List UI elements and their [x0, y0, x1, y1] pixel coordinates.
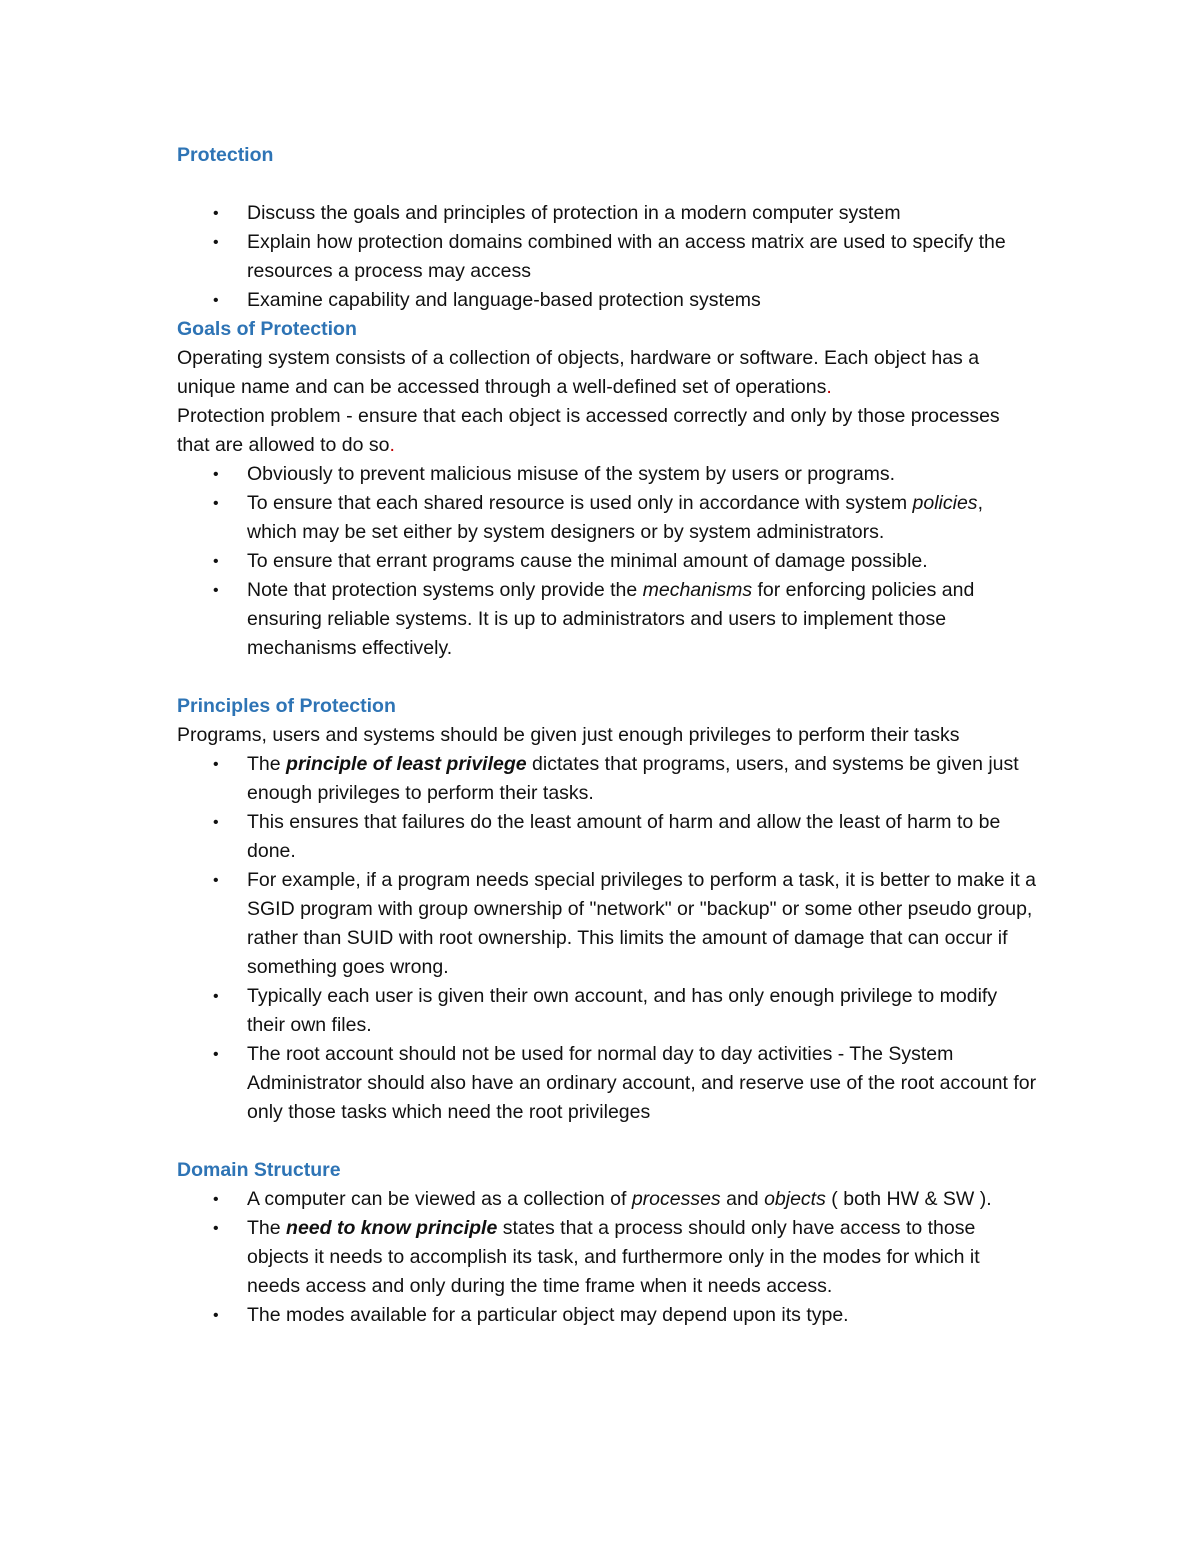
bullet-icon: •: [213, 1220, 219, 1237]
goals-list: [177, 460, 1037, 663]
list-item-text: Explain how protection domains combined with an access matrix are used to specify the resources a process may access: [247, 231, 1006, 282]
list-item: [177, 750, 1037, 808]
list-item: [177, 576, 1037, 663]
list-item-text: , which may be set either by system designers or by system administrators.: [247, 492, 983, 543]
bullet-icon: •: [213, 234, 219, 251]
list-item: [177, 547, 1037, 576]
list-item-text: For example, if a program needs special privileges to perform a task, it is better to make it a SGID program with group ownership of "network" or "backup" or some other pseudo group, rather than SUID with root ownership. This limits the amount of damage that can occur if something goes wrong.: [247, 869, 1037, 978]
list-item: [177, 866, 1037, 982]
red-period: .: [389, 434, 395, 456]
list-item-text: To ensure that errant programs cause the minimal amount of damage possible.: [247, 550, 928, 572]
list-item-text: Discuss the goals and principles of protection in a modern computer system: [247, 202, 901, 224]
bullet-icon: •: [213, 814, 219, 831]
red-period: .: [826, 376, 832, 398]
list-item-text: The: [247, 1217, 287, 1239]
list-item: [177, 489, 1037, 547]
list-item: [177, 228, 1037, 286]
list-item-text: This ensures that failures do the least amount of harm and allow the least of harm to be done.: [247, 811, 1001, 862]
principles-intro: Programs, users and systems should be given just enough privileges to perform their tasks: [177, 724, 960, 746]
bullet-icon: •: [213, 495, 219, 512]
list-item-text: Examine capability and language-based protection systems: [247, 289, 761, 311]
list-item-text: A computer can be viewed as a collection of: [247, 1188, 632, 1210]
list-item-text: dictates that programs, users, and systems be given just enough privileges to perform their tasks.: [247, 753, 1019, 804]
list-item-text: The: [247, 753, 287, 775]
goals-paragraph-2: [177, 402, 1037, 460]
list-item: [177, 286, 1037, 315]
bullet-icon: •: [213, 756, 219, 773]
emphasis-processes: processes: [631, 1188, 721, 1210]
list-item: [177, 1214, 1037, 1301]
domain-heading: Domain Structure: [177, 1159, 341, 1181]
list-item-text: Note that protection systems only provide the: [247, 579, 643, 601]
bullet-icon: •: [213, 1191, 219, 1208]
list-item-text: ( both HW & SW ).: [825, 1188, 992, 1210]
list-item-text: Typically each user is given their own account, and has only enough privilege to modify their own files.: [247, 985, 998, 1036]
page-title: Protection: [177, 144, 274, 166]
bullet-icon: •: [213, 205, 219, 222]
list-item-text: for enforcing policies and ensuring reliable systems. It is up to administrators and users to implement those mechanisms effectively.: [247, 579, 975, 659]
goals-heading: Goals of Protection: [177, 318, 357, 340]
spacer: [177, 170, 1037, 199]
term-least-privilege: principle of least privilege: [286, 753, 527, 775]
document-page: [177, 141, 1037, 1330]
goals-p2-text: Protection problem - ensure that each object is accessed correctly and only by those processes that are allowed to do so: [177, 405, 1000, 456]
list-item-text: Obviously to prevent malicious misuse of the system by users or programs.: [247, 463, 896, 485]
list-item: [177, 1185, 1037, 1214]
bullet-icon: •: [213, 582, 219, 599]
list-item: [177, 1040, 1037, 1127]
list-item-text: The root account should not be used for normal day to day activities - The System Administrator should also have an ordinary account, and reserve use of the root account for only those tasks which need the root privileges: [247, 1043, 1037, 1123]
spacer: [177, 1127, 1037, 1156]
goals-p1-text: Operating system consists of a collection of objects, hardware or software. Each object has a unique name and can be accessed through a well-defined set of operations: [177, 347, 980, 398]
bullet-icon: •: [213, 292, 219, 309]
emphasis-policies: policies: [912, 492, 978, 514]
bullet-icon: •: [213, 553, 219, 570]
list-item-text: The modes available for a particular object may depend upon its type.: [247, 1304, 849, 1326]
spacer: [177, 663, 1037, 692]
bullet-icon: •: [213, 872, 219, 889]
list-item: [177, 1301, 1037, 1330]
bullet-icon: •: [213, 1307, 219, 1324]
principles-heading: Principles of Protection: [177, 695, 396, 717]
bullet-icon: •: [213, 988, 219, 1005]
list-item: [177, 808, 1037, 866]
list-item-text: states that a process should only have access to those objects it needs to accomplish its task, and furthermore only in the modes for which it needs access and only during the time frame when it needs access.: [247, 1217, 980, 1297]
list-item-text: and: [720, 1188, 765, 1210]
emphasis-mechanisms: mechanisms: [642, 579, 753, 601]
list-item: [177, 982, 1037, 1040]
emphasis-objects: objects: [764, 1188, 826, 1210]
list-item: [177, 460, 1037, 489]
domain-list: [177, 1185, 1037, 1330]
list-item-text: To ensure that each shared resource is used only in accordance with system: [247, 492, 913, 514]
term-need-to-know: need to know principle: [286, 1217, 498, 1239]
bullet-icon: •: [213, 1046, 219, 1063]
objectives-list: [177, 199, 1037, 315]
bullet-icon: •: [213, 466, 219, 483]
list-item: [177, 199, 1037, 228]
goals-paragraph-1: [177, 344, 1037, 402]
principles-list: [177, 750, 1037, 1127]
